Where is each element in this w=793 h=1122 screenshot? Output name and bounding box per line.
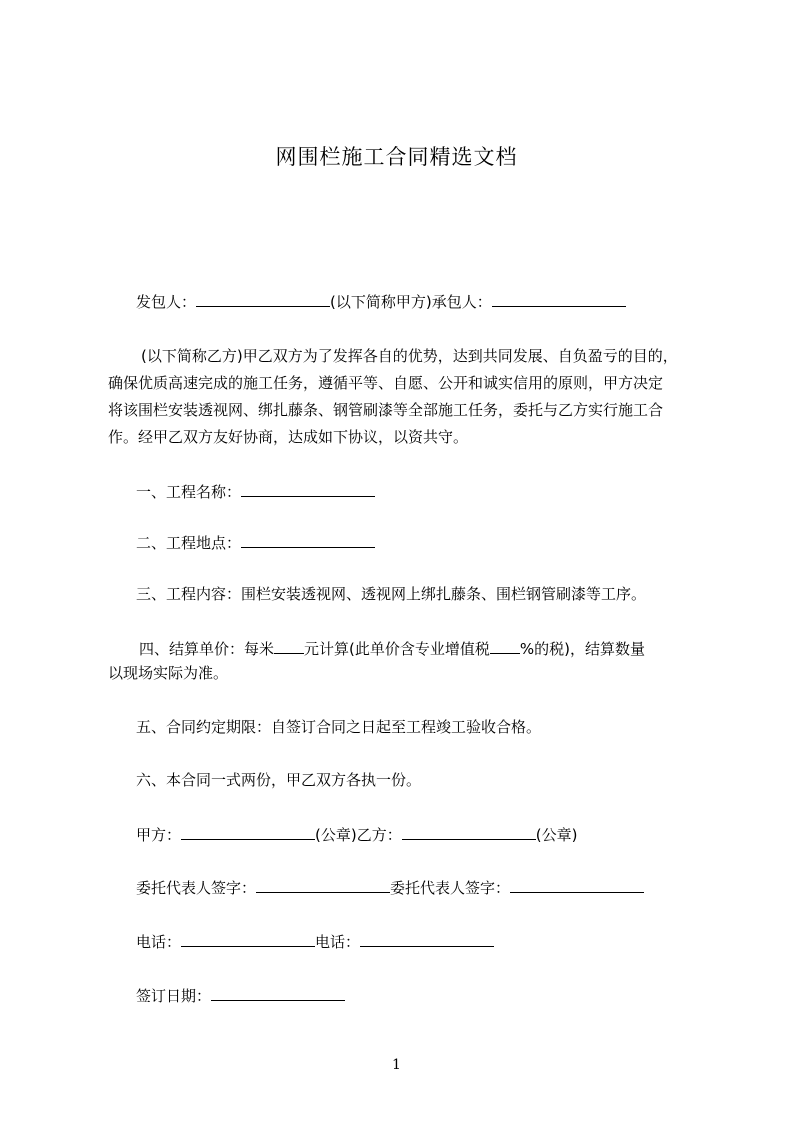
- date-label: 签订日期：: [136, 987, 212, 1005]
- seal-b-label: (公章): [535, 826, 578, 844]
- contractor-blank: [492, 291, 626, 307]
- item-4-unit-price: [139, 638, 645, 659]
- phone-a-blank: [181, 931, 315, 947]
- rep-b-label: 委托代表人签字：: [390, 879, 511, 897]
- intro-line-1: [141, 346, 678, 366]
- rep-a-blank: [256, 877, 390, 893]
- party-a-blank: [181, 824, 315, 840]
- item-3-project-content: 三、工程内容：围栏安装透视网、透视网上绑扎藤条、围栏钢管刷漆等工序。: [136, 585, 647, 603]
- intro-text-1: 甲乙双方为了发挥各自的优势，达到共同发展、自负盈亏的目的，: [242, 347, 678, 365]
- date-blank: [211, 985, 345, 1001]
- item-6-copies: 六、本合同一式两份，甲乙双方各执一份。: [136, 771, 422, 789]
- project-name-blank: [241, 481, 375, 497]
- project-location-blank: [241, 532, 375, 548]
- signature-representatives: [136, 877, 644, 898]
- intro-line-4: 作。经甲乙双方友好协商，达成如下协议，以资共守。: [108, 428, 469, 446]
- phone-a-label: 电话：: [136, 933, 182, 951]
- item-4-suffix: %的税)，结算数量: [519, 640, 645, 658]
- item-2-label: 二、工程地点：: [136, 534, 242, 552]
- employer-note: (以下简称甲方)承包人：: [330, 293, 492, 311]
- phone-b-label: 电话：: [315, 933, 361, 951]
- item-4-mid: 元计算(此单价含专业增值税: [304, 640, 490, 658]
- parties-line: [136, 291, 626, 312]
- contractor-note: (以下简称乙方): [141, 347, 243, 365]
- signature-date: [136, 985, 345, 1006]
- unit-price-blank: [274, 638, 304, 654]
- item-1-project-name: [136, 481, 375, 502]
- tax-rate-blank: [490, 638, 520, 654]
- item-2-project-location: [136, 532, 375, 553]
- intro-line-3: 将该围栏安装透视网、绑扎藤条、钢管刷漆等全部施工任务，委托与乙方实行施工合: [108, 401, 664, 419]
- item-4-prefix: 四、结算单价：每米: [139, 640, 275, 658]
- item-5-contract-period: 五、合同约定期限：自签订合同之日起至工程竣工验收合格。: [136, 718, 542, 736]
- intro-line-2: 确保优质高速完成的施工任务，遵循平等、自愿、公开和诚实信用的原则，甲方决定: [108, 374, 664, 392]
- employer-blank: [196, 291, 330, 307]
- seal-a-label: (公章)乙方：: [315, 826, 402, 844]
- party-b-blank: [402, 824, 536, 840]
- rep-b-blank: [510, 877, 644, 893]
- item-4-line-2: 以现场实际为准。: [108, 664, 229, 682]
- page-number: 1: [392, 1057, 401, 1073]
- employer-label: 发包人：: [136, 293, 197, 311]
- signature-parties: [136, 824, 577, 845]
- rep-a-label: 委托代表人签字：: [136, 879, 257, 897]
- party-a-label: 甲方：: [136, 826, 182, 844]
- document-title: 网围栏施工合同精选文档: [275, 145, 518, 169]
- signature-phones: [136, 931, 494, 952]
- item-1-label: 一、工程名称：: [136, 483, 242, 501]
- phone-b-blank: [360, 931, 494, 947]
